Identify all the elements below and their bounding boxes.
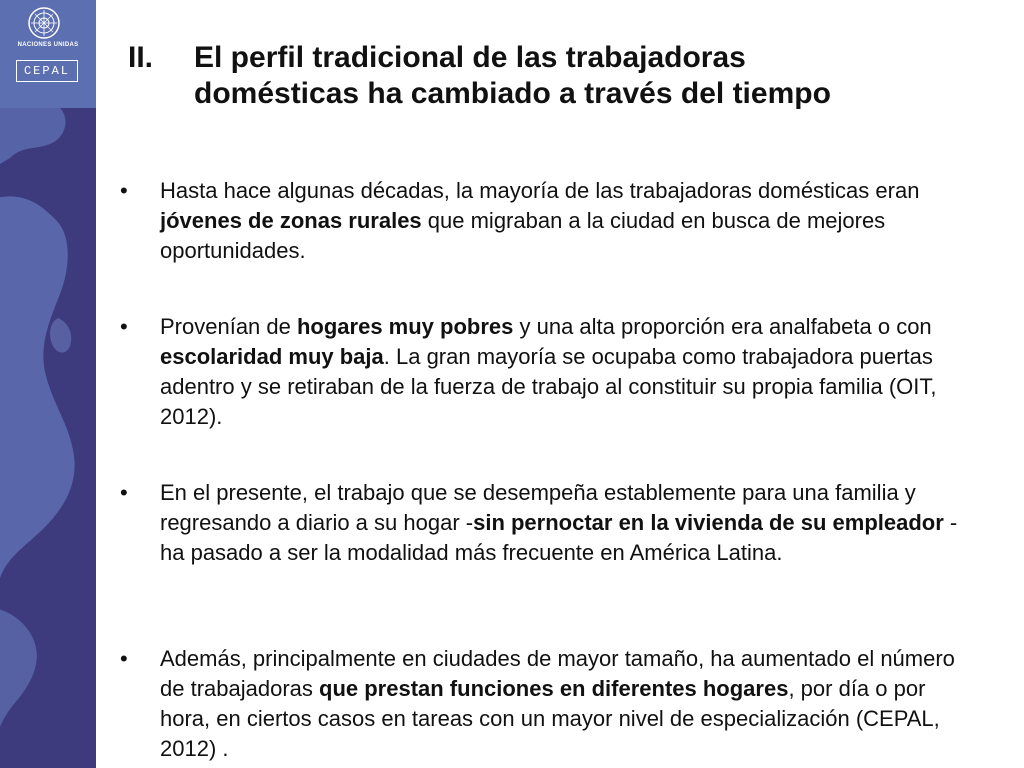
bullet-emphasis: escolaridad muy baja bbox=[160, 344, 384, 369]
un-emblem-icon bbox=[27, 6, 61, 40]
bullet-marker: • bbox=[120, 480, 128, 505]
sidebar bbox=[0, 0, 96, 768]
bullet-emphasis: que prestan funciones en diferentes hogares bbox=[319, 676, 789, 701]
title-text bbox=[194, 40, 984, 112]
bullet-text-segment: - ha pasado a ser la modalidad más frecuente en América Latina. bbox=[160, 510, 958, 565]
bullet-emphasis: hogares muy pobres bbox=[296, 314, 514, 339]
bullet-emphasis: sin pernoctar en la vivienda de su empleador bbox=[473, 510, 944, 535]
bullet-text-segment: , por día o por hora, en ciertos casos en tareas con un mayor nivel de especialización (CEPAL, 2012) . bbox=[160, 676, 940, 761]
title-line-1: El perfil tradicional de las trabajadoras bbox=[194, 41, 746, 74]
title-line-2: domésticas ha cambiado a través del tiempo bbox=[194, 77, 831, 110]
bullet-text bbox=[160, 644, 960, 764]
bullet-text bbox=[160, 312, 960, 432]
bullet-text bbox=[160, 176, 960, 266]
un-label: NACIONES UNIDAS bbox=[17, 42, 79, 48]
bullet-emphasis: jóvenes de zonas rurales bbox=[160, 208, 422, 233]
bullet-text-segment: Hasta hace algunas décadas, la mayoría de las trabajadoras domésticas eran bbox=[160, 178, 920, 203]
bullet-text-segment: Además, principalmente en ciudades de mayor tamaño, ha aumentado el número de trabajadoras bbox=[160, 646, 955, 701]
bullet-text-segment: Provenían de bbox=[160, 314, 297, 339]
bullet-marker: • bbox=[120, 646, 128, 671]
bullet-text-segment: que migraban a la ciudad en busca de mejores oportunidades. bbox=[160, 208, 886, 263]
map-decoration-icon bbox=[0, 108, 96, 768]
title-number: II. bbox=[128, 41, 154, 74]
bullet-text-segment: En el presente, el trabajo que se desempeña establemente para una familia y regresando a diario a su hogar - bbox=[160, 480, 916, 535]
cepal-logo: CEPAL bbox=[16, 60, 78, 82]
bullet-text bbox=[160, 478, 960, 568]
logo-box bbox=[0, 0, 96, 108]
bullet-text-segment: y una alta proporción era analfabeta o con bbox=[513, 314, 932, 339]
bullet-text-segment: . La gran mayoría se ocupaba como trabajadora puertas adentro y se retiraban de la fuerza de trabajo al constituir su propia familia (OIT, 2012). bbox=[160, 344, 937, 429]
bullet-marker: • bbox=[120, 314, 128, 339]
bullet-marker: • bbox=[120, 178, 128, 203]
